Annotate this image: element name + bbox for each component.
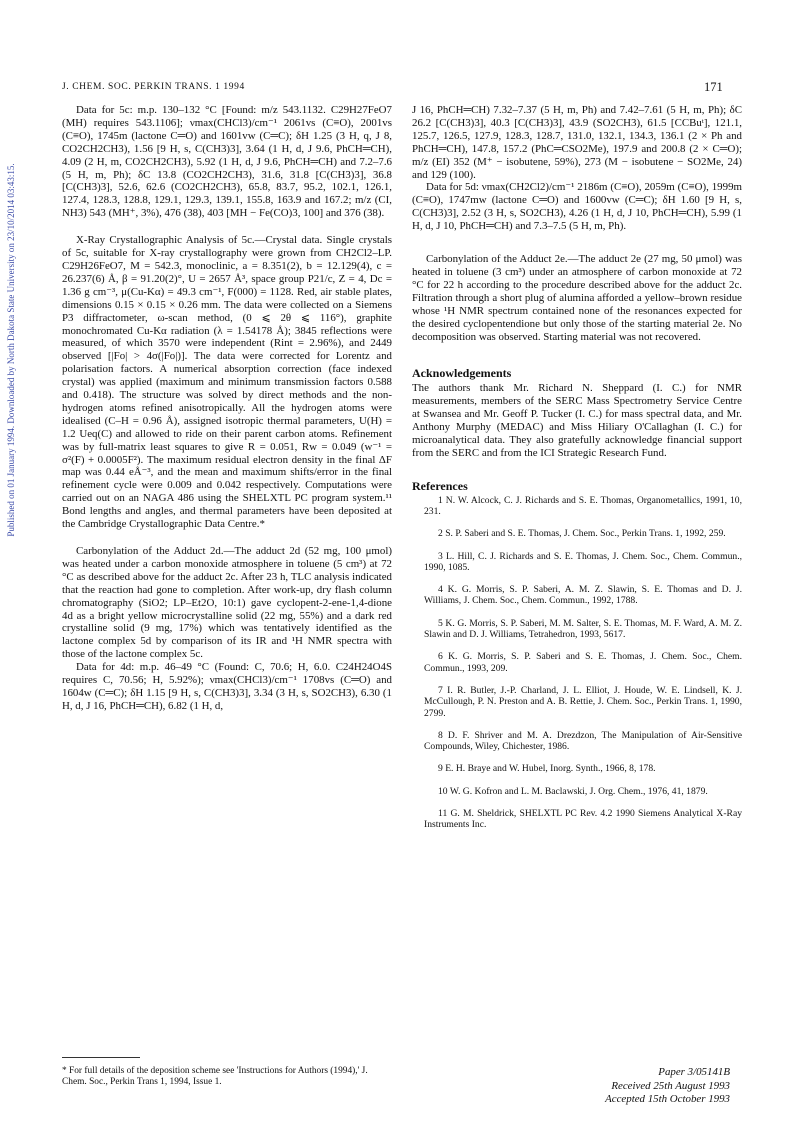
reference-item: 7 I. R. Butler, J.-P. Charland, J. L. Elliot, J. Houde, W. E. Lindsell, K. J. McCullough, P. N. Preston and A. B. Rettie, J. Chem. Soc., Perkin Trans. 1, 1990, 2799. <box>424 684 742 719</box>
running-header: J. CHEM. SOC. PERKIN TRANS. 1 1994 <box>62 82 245 92</box>
data-4d-continued: J 16, PhCH═CH) 7.32–7.37 (5 H, m, Ph) and 7.42–7.61 (5 H, m, Ph); δC 26.2 [C(CH3)3], 40.3 [C(CH3)3], 43.9 (SO2CH3), 61.5 [CCBuᵗ], 121.1, 125.7, 126.5, 127.9, 128.3, 128.7, 131.0, 132.1, 134.3, 136.1 (2 × Ph and PhCH═CH), 147.8, 157.2 (PhC═CSO2Me), 197.9 and 200.8 (2 × C═O); m/z (EI) 352 (M⁺ − isobutene, 59%), 273 (M − isobutene − SO2Me, 24) and 129 (100). <box>412 104 742 181</box>
acknowledgements-heading: Acknowledgements <box>412 366 512 381</box>
received-date: Received 25th August 1993 <box>611 1079 730 1092</box>
reference-item: 2 S. P. Saberi and S. E. Thomas, J. Chem. Soc., Perkin Trans. 1, 1992, 259. <box>438 528 726 540</box>
carbonylation-2e-paragraph: Carbonylation of the Adduct 2e.—The adduct 2e (27 mg, 50 μmol) was heated in toluene (3 cm³) under an atmosphere of carbon monoxide at 72 °C for 22 h according to the procedure described above for the adduct 2c. Filtration through a short plug of alumina afforded a yellow–brown residue whose ¹H NMR spectrum contained none of the resonances expected for the desired cyclopentendione but only those of the starting material 2e. No decomposition was observed. Starting material was not recovered. <box>412 253 742 343</box>
footnote: * For full details of the deposition scheme see 'Instructions for Authors (1994),' J. Chem. Soc., Perkin Trans 1, 1994, Issue 1. <box>62 1066 368 1088</box>
left-column <box>62 104 392 724</box>
reference-item: 11 G. M. Sheldrick, SHELXTL PC Rev. 4.2 1990 Siemens Analytical X-Ray Instruments Inc. <box>424 808 742 831</box>
page-number: 171 <box>704 80 723 94</box>
reference-list <box>412 495 742 831</box>
data-4d-paragraph: Data for 4d: m.p. 46–49 °C (Found: C, 70.6; H, 6.0. C24H24O4S requires C, 70.56; H, 5.92%); νmax(CHCl3)/cm⁻¹ 1708vs (C═O) and 1604w (C═C); δH 1.15 [9 H, s, C(CH3)3], 3.34 (3 H, s, SO2CH3), 6.30 (1 H, d, J 16, PhCH═CH), 6.82 (1 H, d, <box>62 661 392 712</box>
xray-paragraph: X-Ray Crystallographic Analysis of 5c.—Crystal data. Single crystals of 5c, suitable for X-ray crystallography were grown from CH2Cl2–LP. C29H26FeO7, M = 542.3, monoclinic, a = 8.351(2), b = 12.129(4), c = 26.237(6) Å, β = 91.20(2)°, U = 2657 Å³, space group P21/c, Z = 4, Dc = 1.36 g cm⁻³, μ(Cu-Kα) = 49.3 cm⁻¹, F(000) = 1128. Red, air stable plates, dimensions 0.15 × 0.15 × 0.26 mm. The data were collected on a Siemens P3 diffractometer, ω-scan method, (0 ⩽ 2θ ⩽ 116°), graphite monochromated Cu-Kα radiation (λ = 1.54178 Å); 3845 reflections were measured, of which 3570 were independent (Rint = 2.96%), and 2449 observed [|Fo| > 4σ(|Fo|)]. The data were corrected for Lorentz and polarisation factors. A numerical absorption correction (face indexed crystal) was applied (maximum and minimum transmission factors 0.588 and 0.418). The structure was solved by direct methods and the non-hydrogen atoms refined anisotropically. All the hydrogen atoms were idealised (C–H = 0.96 Å), assigned isotropic thermal parameters, U(H) = 1.2 Ueq(C) and allowed to ride on their parent carbon atoms. Refinement was by full-matrix least squares to give R = 0.051, Rw = 0.049 (w⁻¹ = σ²(F) + 0.0005F²). The maximum residual electron density in the final ΔF map was 0.44 eÅ⁻³, and the mean and maximum shifts/error in the final refinement cycle were 0.009 and 0.042 respectively. Computations were carried out on an NAGA 486 using the SHELXTL PC program system.¹¹ Bond lengths and angles, and thermal parameters have been deposited at the Cambridge Crystallographic Data Centre.* <box>62 234 392 531</box>
references-heading: References <box>412 478 468 493</box>
carbonylation-2d-paragraph: Carbonylation of the Adduct 2d.—The adduct 2d (52 mg, 100 μmol) was heated under a carbon monoxide atmosphere in toluene (5 cm³) at 72 °C as described above for the adduct 2c. After 23 h, TLC analysis indicated that the reaction had gone to completion. After work-up, dry flash column chromatography (SiO2; LP–Et2O, 10:1) gave cyclopent-2-ene-1,4-dione 4d as a bright yellow microcrystalline solid (22 mg, 55%) and a dark red crystalline solid (9 mg, 17%) which was tentatively identified as the lactone complex 5d by comparison of its IR and ¹H NMR spectra with those of the lactone complex 5c. <box>62 545 392 661</box>
download-watermark <box>4 30 18 670</box>
download-notice: Published on 01 January 1994. Downloaded by North Dakota State University on 23/10/2014 03:43:15. <box>6 163 16 537</box>
reference-item: 1 N. W. Alcock, C. J. Richards and S. E. Thomas, Organometallics, 1991, 10, 231. <box>424 494 742 517</box>
data-5d-paragraph: Data for 5d: νmax(CH2Cl2)/cm⁻¹ 2186m (C≡O), 2059m (C≡O), 1999m (C≡O), 1747mw (lactone C═O) and 1600vw (C═C); δH 1.60 [9 H, s, C(CH3)3], 2.52 (3 H, s, SO2CH3), 4.26 (1 H, d, J 10, PhCH═CH), 5.99 (1 H, d, J 10, PhCH═CH) and 7.3–7.5 (5 H, m, Ph). <box>412 181 742 233</box>
acknowledgements-text: The authors thank Mr. Richard N. Sheppard (I. C.) for NMR measurements, members of the SERC Mass Spectrometry Service Centre at Swansea and Mr. Geoff P. Tucker (I. C.) for mass spectral data, and Mr. Anthony Murphy (MEDAC) and Miss Hiliary O'Callaghan (I. C.) for microanalytical data. They also gratefully acknowledge financial support from the SERC and from the ICI Strategic Research Fund. <box>412 382 742 459</box>
reference-item: 9 E. H. Braye and W. Hubel, Inorg. Synth., 1966, 8, 178. <box>438 763 656 775</box>
accepted-date: Accepted 15th October 1993 <box>605 1093 730 1106</box>
reference-item: 3 L. Hill, C. J. Richards and S. E. Thomas, J. Chem. Soc., Chem. Commun., 1990, 1085. <box>424 550 742 573</box>
reference-item: 8 D. F. Shriver and M. A. Drezdzon, The Manipulation of Air-Sensitive Compounds, Wiley, Chichester, 1986. <box>424 729 742 753</box>
reference-item: 5 K. G. Morris, S. P. Saberi, M. M. Salter, S. E. Thomas, M. F. Ward, A. M. Z. Slawin and D. J. Williams, Tetrahedron, 1993, 5617. <box>424 617 742 641</box>
reference-item: 4 K. G. Morris, S. P. Saberi, A. M. Z. Slawin, S. E. Thomas and D. J. Williams, J. Chem. Soc., Chem. Commun., 1992, 1788. <box>424 584 742 607</box>
reference-item: 6 K. G. Morris, S. P. Saberi and S. E. Thomas, J. Chem. Soc., Chem. Commun., 1993, 209. <box>424 651 742 674</box>
data-5c-paragraph: Data for 5c: m.p. 130–132 °C [Found: m/z 543.1132. C29H27FeO7 (MH) requires 543.1106]; νmax(CHCl3)/cm⁻¹ 2061vs (C≡O), 2001vs (C≡O), 1745m (lactone C═O) and 1601vw (C═C); δH 1.25 (3 H, q, J 8, CO2CH2CH3), 1.56 [9 H, s, C(CH3)3], 3.64 (1 H, d, J 9.6, PhCH═CH), 4.09 (2 H, m, CO2CH2CH3), 5.92 (1 H, d, J 9.6, PhCH═CH) and 7.2–7.6 (5 H, m, Ph); δC 13.8 (CO2CH2CH3), 31.6, 31.8 [C(CH3)3], 36.8 [C(CH3)3], 52.6, 62.6 (CO2CH2CH3), 65.8, 83.7, 95.2, 102.1, 126.1, 127.4, 128.3, 128.8, 129.1, 129.3, 139.1, 155.8, 163.9 and 167.2; m/z (CI, NH3) 543 (MH⁺, 3%), 476 (38), 403 [MH − Fe(CO)3, 100] and 376 (38). <box>62 104 392 220</box>
reference-item: 10 W. G. Kofron and L. M. Baclawski, J. Org. Chem., 1976, 41, 1879. <box>438 785 708 797</box>
footnote-divider <box>62 1057 140 1058</box>
paper-number: Paper 3/05141B <box>658 1066 730 1078</box>
right-column <box>412 104 742 842</box>
paper-metadata <box>600 1066 730 1107</box>
